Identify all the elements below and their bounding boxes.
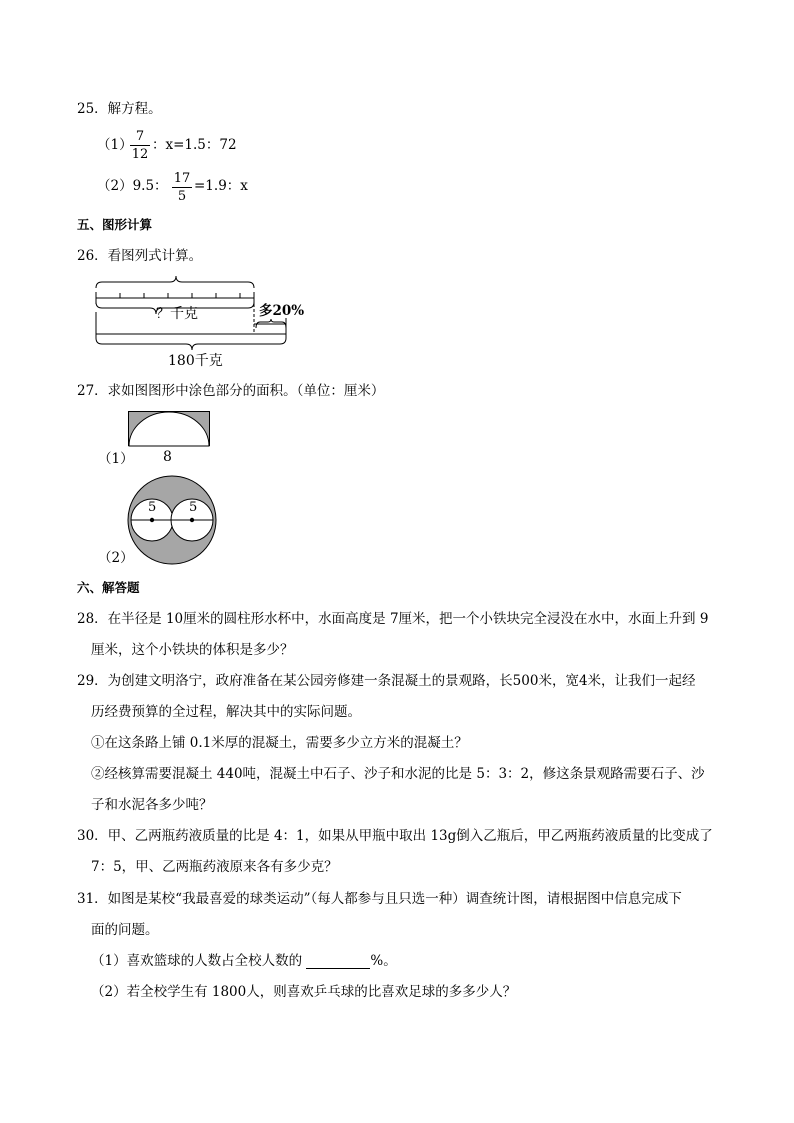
- q25-p2-fraction: [172, 172, 192, 203]
- q25-p2-label: （2）9.5：: [97, 178, 168, 194]
- q27-fig1-label: （1）: [98, 451, 134, 467]
- q31-line2: 面的问题。: [91, 922, 159, 938]
- q25-p1-denominator: 12: [131, 147, 149, 162]
- q26-title: 26．看图列式计算。: [77, 248, 203, 264]
- section5-heading: 五、图形计算: [77, 217, 153, 232]
- q25-p2-denominator: 5: [177, 189, 187, 204]
- q27-title: 27．求如图图形中涂色部分的面积。（单位：厘米）: [77, 383, 385, 399]
- q25-p2-equation: =1.9：x: [194, 178, 248, 194]
- q25-title: 25．解方程。: [77, 101, 162, 117]
- q27-fig2-dimension-left: 5: [148, 500, 157, 515]
- q28-line2: 厘米，这个小铁块的体积是多少？: [91, 642, 294, 658]
- q31-line1: 31．如图是某校“我最喜爱的球类运动”（每人都参与且只选一种）调查统计图，请根据图中信息完成下: [77, 891, 682, 907]
- q31-sub2: （2）若全校学生有 1800人，则喜欢乒乓球的比喜欢足球的多多少人？: [91, 984, 517, 1000]
- q25-p1-equation: ：x=1.5：72: [152, 137, 237, 153]
- q25-p1-label: （1）: [97, 137, 133, 153]
- q29-sub2-line1: ②经核算需要混凝土 440吨，混凝土中石子、沙子和水泥的比是 5：3：2，修这条景观路需要石子、沙: [91, 766, 705, 782]
- q25-p1-numerator: 7: [135, 129, 145, 144]
- q27-fig2-dimension-right: 5: [189, 500, 198, 515]
- q30-line2: 7：5，甲、乙两瓶药液原来各有多少克？: [91, 859, 338, 875]
- q25-p2-numerator: 17: [173, 171, 191, 186]
- q28-line1: 28．在半径是 10厘米的圆柱形水杯中，水面高度是 7厘米，把一个小铁块完全浸没在水中，水面上升到 9: [77, 611, 709, 627]
- q27-fig2-circles: [126, 474, 218, 566]
- q29-sub2-line2: 子和水泥各多少吨？: [91, 797, 213, 813]
- q26-total-label: 180千克: [168, 353, 223, 369]
- q27-fig1-dimension: 8: [163, 449, 172, 465]
- q31-sub1-suffix: %。: [370, 953, 397, 969]
- q26-unknown-label: ？千克: [156, 306, 198, 322]
- q31-sub1: [91, 955, 397, 969]
- q25-p1-fraction: [130, 130, 150, 161]
- q29-line1: 29．为创建文明洛宁，政府准备在某公园旁修建一条混凝土的景观路，长500米，宽4米，让我们一起经: [77, 673, 696, 689]
- q26-more-label: 多20%: [259, 303, 305, 319]
- q27-fig1-rect-semicircle: [128, 411, 212, 447]
- q30-line1: 30．甲、乙两瓶药液质量的比是 4：1，如果从甲瓶中取出 13g倒入乙瓶后，甲乙两瓶药液质量的比变成了: [77, 828, 713, 844]
- q31-sub1-text: （1）喜欢篮球的人数占全校人数的: [91, 953, 307, 969]
- section6-heading: 六、解答题: [77, 580, 140, 595]
- q31-answer-blank[interactable]: [306, 956, 370, 969]
- q29-sub1: ①在这条路上铺 0.1米厚的混凝土，需要多少立方米的混凝土？: [91, 735, 468, 751]
- q27-fig2-label: （2）: [98, 550, 134, 566]
- q29-line2: 历经费预算的全过程，解决其中的实际问题。: [91, 704, 361, 720]
